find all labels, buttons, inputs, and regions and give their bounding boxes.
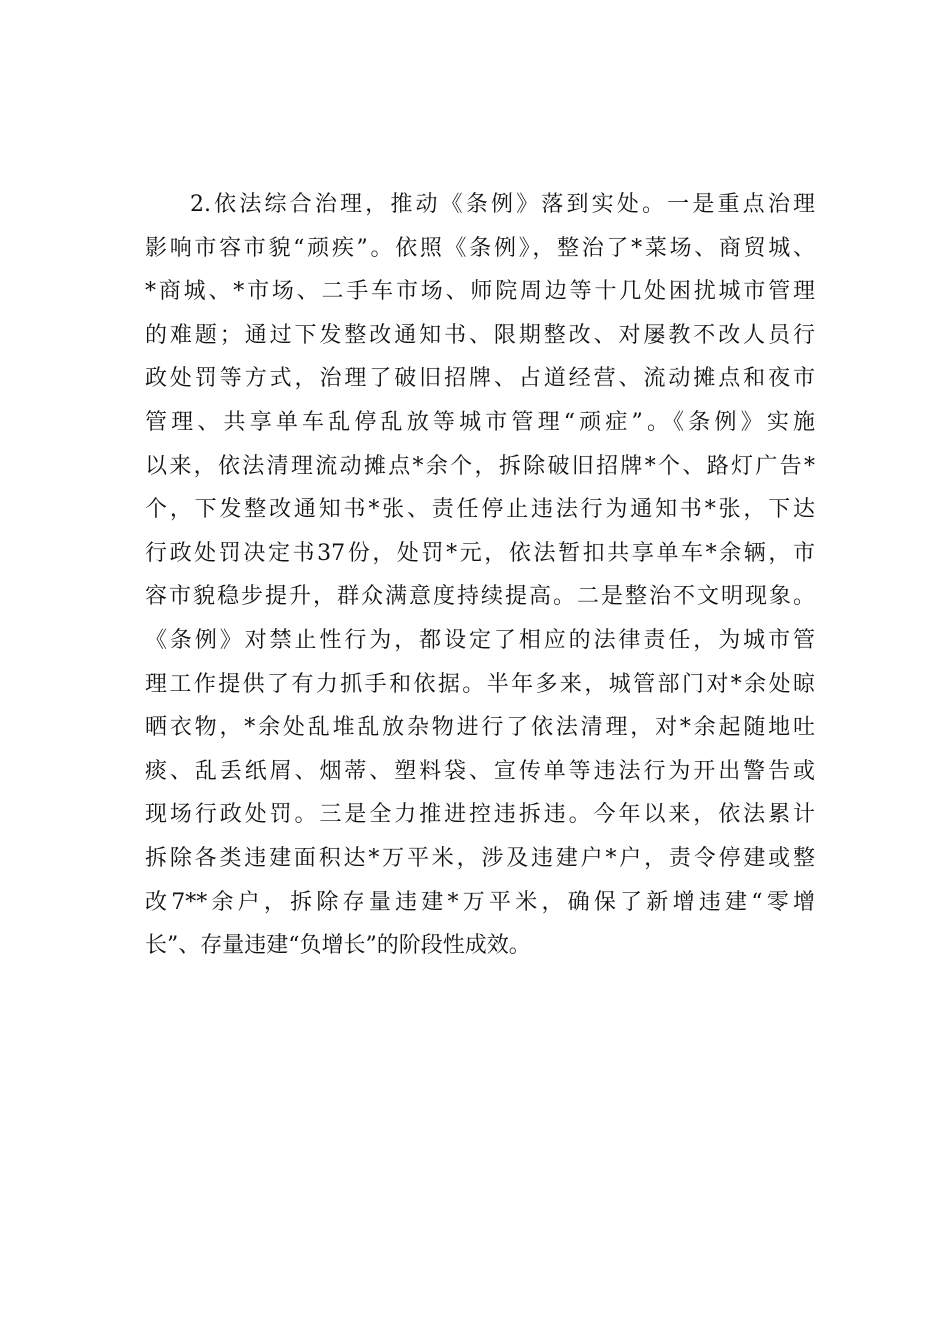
text-line: 改7**余户，拆除存量违建*万平米，确保了新增违建“零增 <box>145 889 815 915</box>
text-line: 长”、存量违建“负增长”的阶段性成效。 <box>145 933 531 959</box>
body-paragraph <box>145 183 815 968</box>
text-line: 管理、共享单车乱停乱放等城市管理“顽症”。《条例》实施 <box>145 409 815 435</box>
text-line: 现场行政处罚。三是全力推进控违拆违。今年以来，依法累计 <box>145 802 815 828</box>
text-line: *商城、*市场、二手车市场、师院周边等十几处困扰城市管理 <box>145 279 815 305</box>
text-line: 《条例》对禁止性行为，都设定了相应的法律责任，为城市管 <box>145 627 815 653</box>
text-line: 2.依法综合治理，推动《条例》落到实处。一是重点治理 <box>190 192 815 217</box>
text-line: 个，下发整改通知书*张、责任停止违法行为通知书*张，下达 <box>145 497 815 523</box>
text-line: 以来，依法清理流动摊点*余个，拆除破旧招牌*个、路灯广告* <box>145 453 815 479</box>
text-line: 拆除各类违建面积达*万平米，涉及违建户*户，责令停建或整 <box>145 845 815 871</box>
text-line: 影响市容市貌“顽疾”。依照《条例》，整治了*菜场、商贸城、 <box>145 235 815 261</box>
text-line: 理工作提供了有力抓手和依据。半年多来，城管部门对*余处晾 <box>145 671 815 697</box>
text-line: 容市貌稳步提升，群众满意度持续提高。二是整治不文明现象。 <box>145 584 815 610</box>
text-line: 的难题；通过下发整改通知书、限期整改、对屡教不改人员行 <box>145 322 815 348</box>
text-line: 政处罚等方式，治理了破旧招牌、占道经营、流动摊点和夜市 <box>145 366 815 392</box>
text-line: 晒衣物，*余处乱堆乱放杂物进行了依法清理，对*余起随地吐 <box>145 715 815 741</box>
text-line: 行政处罚决定书37份，处罚*元，依法暂扣共享单车*余辆，市 <box>145 540 815 566</box>
text-line: 痰、乱丢纸屑、烟蒂、塑料袋、宣传单等违法行为开出警告或 <box>145 758 815 784</box>
